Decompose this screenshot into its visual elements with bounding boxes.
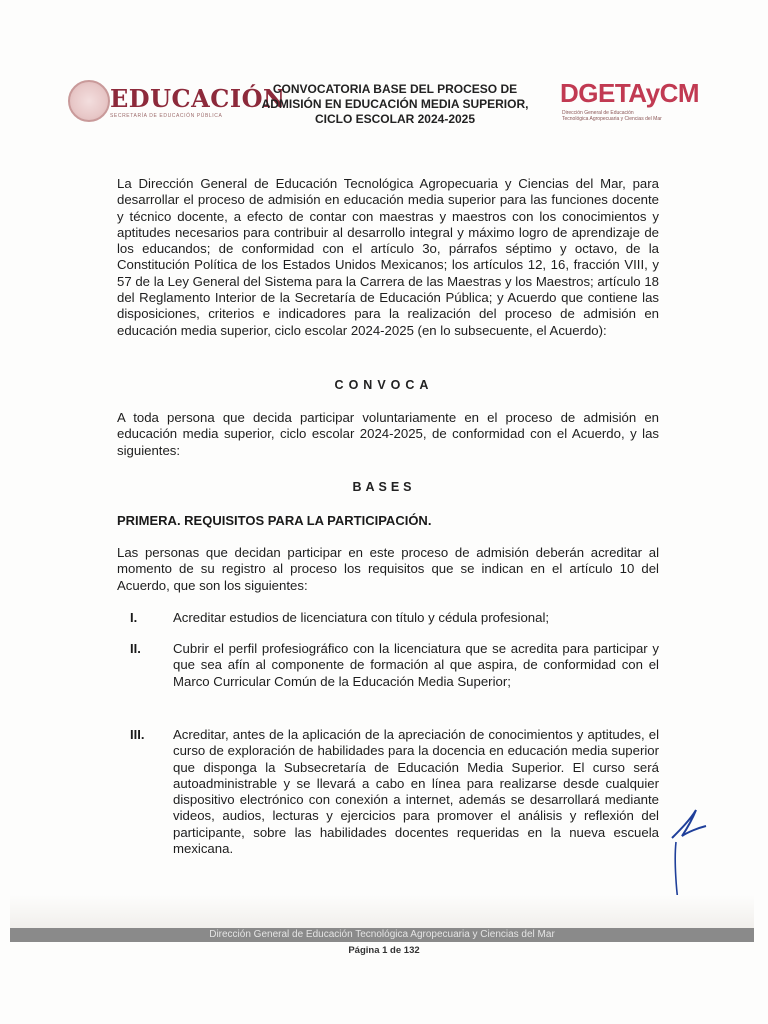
primera-paragraph: Las personas que decidan participar en este proceso de admisión deberán acreditar al momento de su registro al proceso los requisitos que se indican en el artículo 10 del Acuerdo, que son los siguientes: (117, 545, 659, 593)
bases-heading: BASES (352, 480, 416, 494)
footer-band-text: Dirección General de Educación Tecnológica Agropecuaria y Ciencias del Mar (209, 929, 555, 940)
intro-paragraph: La Dirección General de Educación Tecnológica Agropecuaria y Ciencias del Mar, para desarrollar el proceso de admisión en educación media superior para las funciones docente y técnico docente, a efecto de contar con maestras y maestros con los conocimientos y aptitudes necesarios para contribuir al desarrollo integral y máximo logro de aprendizaje de los educandos; de conformidad con el artículo 3o, párrafos séptimo y octavo, de la Constitución Política de los Estados Unidos Mexicanos; los artículos 12, 16, fracción VIII, y 57 de la Ley General del Sistema para la Carrera de las Maestras y los Maestros; artículo 18 del Reglamento Interior de la Secretaría de Educación Pública; y Acuerdo que contiene las disposiciones, criterios e indicadores para la realización del proceso de admisión en educación media superior, ciclo escolar 2024-2025 (en lo subsecuente, el Acuerdo): (117, 176, 659, 338)
convoca-paragraph: A toda persona que decida participar voluntariamente en el proceso de admisión en educación media superior, ciclo escolar 2024-2025, de conformidad con el Acuerdo, y las siguientes: (117, 410, 659, 458)
educacion-logo-text: EDUCACIÓN (110, 84, 286, 113)
page-number: Página 1 de 132 (348, 945, 420, 956)
document-title (250, 82, 540, 127)
educacion-logo (68, 78, 286, 126)
dgetaycm-logo-text: DGETAyCM (560, 78, 699, 108)
title-line-1: CONVOCATORIA BASE DEL PROCESO DE (272, 82, 518, 96)
mexico-seal-icon (68, 80, 110, 122)
requirement-number: I. (130, 610, 138, 625)
educacion-logo-subtext: SECRETARÍA DE EDUCACIÓN PÚBLICA (110, 113, 223, 119)
requirement-text: Acreditar, antes de la aplicación de la apreciación de conocimientos y aptitudes, el curso de exploración de habilidades para la docencia en educación media superior que disponga la Subsecretaría de Educación Media Superior. El curso será autoadministrable y se llevará a cabo en línea para realizarse desde cualquier dispositivo electrónico con conexión a internet, además se desarrollará mediante videos, audios, lecturas y ejercicios para promover el análisis y reflexión del participante, sobre las habilidades docentes requeridas en la nueva escuela mexicana. (173, 727, 659, 857)
primera-heading: PRIMERA. REQUISITOS PARA LA PARTICIPACIÓN. (117, 513, 432, 528)
footer-decoration (10, 895, 754, 928)
requirement-text: Acreditar estudios de licenciatura con título y cédula profesional; (173, 610, 550, 625)
dgetaycm-logo-sub1: Dirección General de Educación (562, 110, 634, 116)
convoca-heading: CONVOCA (334, 378, 434, 392)
title-line-3: CICLO ESCOLAR 2024-2025 (314, 112, 476, 126)
requirement-text: Cubrir el perfil profesiográfico con la licenciatura que se acredita para participar y que sea afín al componente de formación al que aspira, de conformidad con el Marco Curricular Común de la Educación Media Superior; (173, 641, 659, 689)
requirement-number: III. (130, 727, 145, 742)
dgetaycm-logo-sub2: Tecnológica Agropecuaria y Ciencias del Mar (562, 116, 662, 122)
dgetaycm-logo (560, 78, 710, 128)
requirement-number: II. (130, 641, 141, 656)
title-line-2: ADMISIÓN EN EDUCACIÓN MEDIA SUPERIOR, (261, 97, 529, 111)
